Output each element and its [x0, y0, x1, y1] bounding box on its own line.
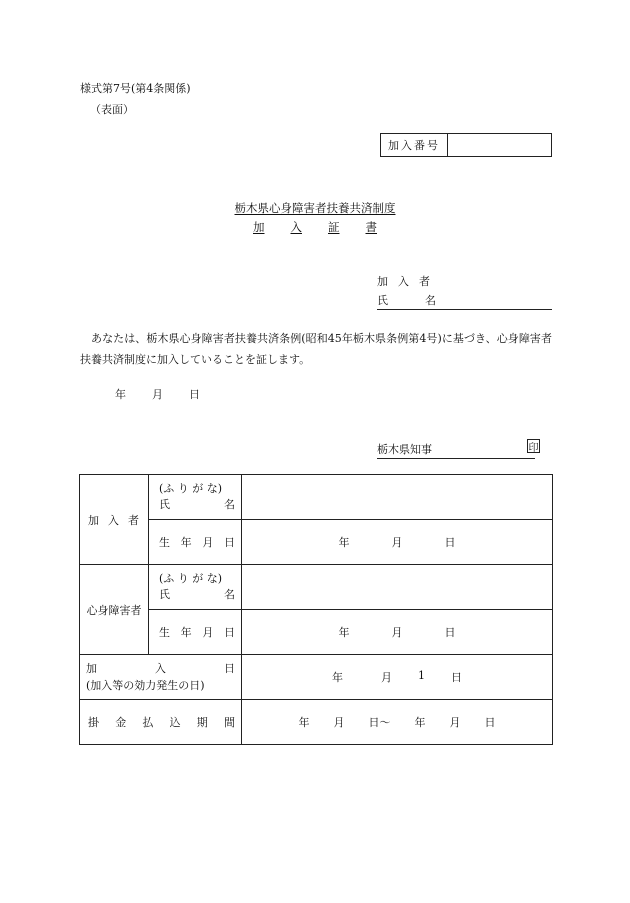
form-side-label: （表面）: [90, 103, 134, 116]
date-char: 年: [298, 716, 310, 729]
date-char: 月: [391, 626, 403, 639]
payment-period-value: [242, 700, 553, 745]
label-char: 氏: [377, 294, 388, 307]
table-row: [80, 520, 553, 565]
member-furigana-name-label: [149, 475, 242, 520]
label-char: 日: [224, 662, 235, 675]
date-char: 年: [332, 671, 343, 684]
member-birth-label: [149, 520, 242, 565]
label-char: 払: [142, 716, 154, 729]
seal-mark: 印: [527, 439, 540, 453]
label-char: 氏: [159, 498, 170, 511]
label-char: 生: [159, 626, 170, 639]
label-char: 金: [115, 716, 127, 729]
title-char: 証: [328, 220, 340, 234]
label-char: 名: [224, 498, 235, 511]
date-char: 年: [115, 388, 126, 401]
join-date-value: [242, 655, 553, 700]
label-char: 生: [159, 536, 170, 549]
label-char: 名: [224, 588, 235, 601]
table-row: [80, 700, 553, 745]
title-line1: 栃木県心身障害者扶養共済制度: [234, 201, 396, 215]
disabled-group-label: 心身障害者: [80, 565, 149, 655]
label-char: 入: [398, 275, 409, 288]
label-char: 者: [419, 275, 430, 288]
label-char: 氏: [159, 588, 170, 601]
label-char: 入: [108, 513, 120, 527]
label-char: 掛: [88, 716, 99, 729]
label-char: 入: [155, 662, 166, 675]
document-subtitle: [0, 219, 630, 235]
applicant-member-label: [377, 273, 430, 289]
applicant-name-line: [377, 292, 552, 310]
table-row: [80, 565, 553, 610]
date-char: 日: [484, 716, 496, 729]
label-char: 月: [202, 536, 214, 549]
governor-signature: 栃木県知事: [377, 441, 535, 459]
date-char: 月: [381, 671, 392, 684]
date-char: 日: [444, 536, 456, 549]
title-char: 入: [290, 220, 302, 234]
form-number: 様式第7号(第4条関係): [80, 82, 191, 95]
label-char: 年: [180, 536, 192, 549]
date-char: 年: [338, 536, 350, 549]
member-name-value: [242, 475, 553, 520]
label-char: 日: [223, 536, 235, 549]
certificate-table: [79, 474, 553, 745]
label-char: 期: [196, 716, 208, 729]
disabled-furigana-name-label: [149, 565, 242, 610]
member-number-box: [380, 133, 552, 157]
member-number-value: [448, 134, 551, 156]
date-char: 日: [189, 388, 200, 401]
title-char: 書: [365, 220, 377, 234]
date-char: 年: [338, 626, 350, 639]
date-char: 月: [449, 716, 461, 729]
disabled-name-value: [242, 565, 553, 610]
issue-date: [115, 386, 200, 402]
date-char: 日〜: [368, 716, 391, 729]
payment-period-label: [80, 700, 242, 745]
join-date-label: [80, 655, 242, 700]
furigana-label: (ふ り が な): [159, 572, 223, 585]
date-char: 日: [451, 671, 462, 684]
label-char: 加: [86, 662, 97, 675]
date-char: 年: [414, 716, 426, 729]
document-title: [0, 200, 630, 216]
member-group-label: [80, 475, 149, 565]
disabled-birth-label: [149, 610, 242, 655]
title-char: 加: [253, 220, 265, 234]
table-row: [80, 475, 553, 520]
title-line2: [253, 220, 377, 234]
furigana-label: (ふ り が な): [159, 482, 223, 495]
label-char: 者: [128, 513, 140, 527]
date-char: 月: [152, 388, 163, 401]
label-char: 加: [88, 513, 100, 527]
label-char: 名: [425, 294, 436, 307]
date-char: 月: [333, 716, 345, 729]
disabled-birth-value: [242, 610, 553, 655]
table-row: [80, 610, 553, 655]
date-char: 1: [418, 669, 425, 682]
member-number-label: 加入番号: [381, 134, 448, 156]
date-char: 月: [391, 536, 403, 549]
table-row: [80, 655, 553, 700]
label-char: 間: [223, 716, 235, 729]
date-char: 日: [444, 626, 456, 639]
label-char: 年: [180, 626, 192, 639]
label-char: 日: [223, 626, 235, 639]
certification-text: あなたは、栃木県心身障害者扶養共済条例(昭和45年栃木県条例第4号)に基づき、心身障害者扶養共済制度に加入していることを証します。: [80, 332, 552, 366]
member-birth-value: [242, 520, 553, 565]
label-char: 込: [169, 716, 181, 729]
label-char: 月: [202, 626, 214, 639]
join-date-note: (加入等の効力発生の日): [86, 679, 205, 692]
label-char: 加: [377, 275, 388, 288]
